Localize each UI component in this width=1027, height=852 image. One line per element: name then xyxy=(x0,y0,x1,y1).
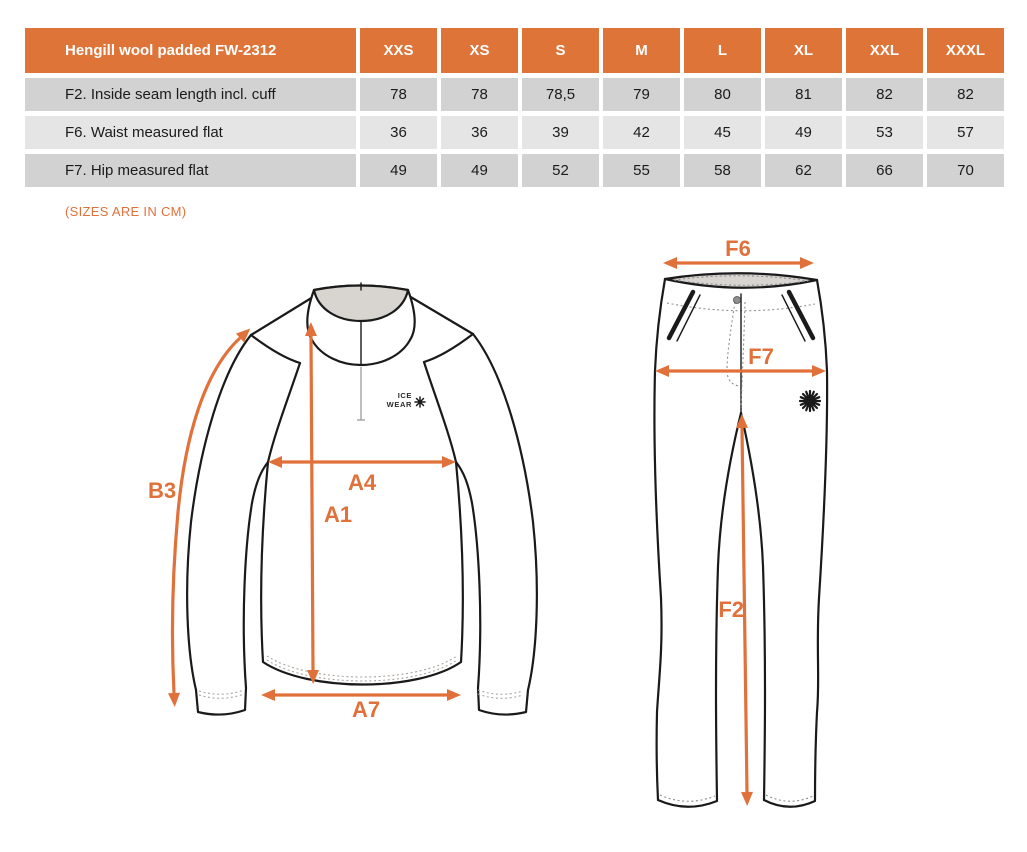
a1-label: A1 xyxy=(324,502,353,527)
size-col-xxl: XXL xyxy=(846,28,923,73)
units-note: (SIZES ARE IN CM) xyxy=(65,204,187,219)
cell: 55 xyxy=(603,154,680,187)
waist-button xyxy=(734,297,741,304)
cell: 57 xyxy=(927,116,1004,149)
left-raglan-seam xyxy=(268,363,300,462)
cell: 78,5 xyxy=(522,78,599,111)
left-cuff-stitch xyxy=(199,694,244,698)
sweater-right-sleeve xyxy=(456,334,537,715)
f6-label: F6 xyxy=(725,236,751,261)
cell: 82 xyxy=(846,78,923,111)
product-name: Hengill wool padded FW-2312 xyxy=(25,28,356,73)
logo-snowflake-icon xyxy=(415,397,425,407)
logo-line2: WEAR xyxy=(386,400,412,409)
f7-label: F7 xyxy=(748,344,774,369)
cell: 70 xyxy=(927,154,1004,187)
size-col-xs: XS xyxy=(441,28,518,73)
logo-line1: ICE xyxy=(397,391,412,400)
cell: 39 xyxy=(522,116,599,149)
size-col-s: S xyxy=(522,28,599,73)
cell: 66 xyxy=(846,154,923,187)
left-shoulder-seam xyxy=(251,297,313,335)
cell: 58 xyxy=(684,154,761,187)
b3-label: B3 xyxy=(147,478,177,503)
size-col-m: M xyxy=(603,28,680,73)
right-raglan-seam xyxy=(424,362,456,462)
sweater-diagram xyxy=(148,283,537,722)
size-col-xl: XL xyxy=(765,28,842,73)
right-shoulder-seam xyxy=(409,296,473,334)
row-label: F6. Waist measured flat xyxy=(25,116,356,149)
size-col-xxxl: XXXL xyxy=(927,28,1004,73)
cell: 81 xyxy=(765,78,842,111)
pants-right-outer-seam xyxy=(815,280,827,800)
f2-label: F2 xyxy=(718,597,744,622)
cell: 49 xyxy=(765,116,842,149)
fly-stitch xyxy=(727,302,739,386)
a4-label: A4 xyxy=(347,470,377,495)
right-leg-hem-stitch xyxy=(766,795,813,801)
cell: 49 xyxy=(360,154,437,187)
cell: 36 xyxy=(360,116,437,149)
cell: 52 xyxy=(522,154,599,187)
pants-snowflake-icon xyxy=(800,391,820,411)
cell: 45 xyxy=(684,116,761,149)
waist-opening xyxy=(665,273,817,288)
size-col-xxs: XXS xyxy=(360,28,437,73)
cell: 80 xyxy=(684,78,761,111)
cell: 53 xyxy=(846,116,923,149)
icewear-logo xyxy=(387,391,425,409)
size-col-l: L xyxy=(684,28,761,73)
right-cuff-stitch xyxy=(478,694,523,698)
cell: 79 xyxy=(603,78,680,111)
cell: 42 xyxy=(603,116,680,149)
pants-diagram xyxy=(654,236,827,807)
sweater-left-sleeve xyxy=(187,335,268,715)
right-yoke-seam xyxy=(424,334,473,362)
left-cuff-stitch xyxy=(199,690,244,694)
pants-left-outer-seam xyxy=(654,279,665,800)
sweater-hem-stitch xyxy=(267,656,457,677)
cell: 62 xyxy=(765,154,842,187)
row-label: F7. Hip measured flat xyxy=(25,154,356,187)
a1-arrow xyxy=(311,336,313,670)
cell: 78 xyxy=(441,78,518,111)
left-leg-hem-stitch xyxy=(660,795,715,801)
cell: 36 xyxy=(441,116,518,149)
left-yoke-seam xyxy=(251,335,300,363)
right-cuff-stitch xyxy=(478,690,523,694)
a7-label: A7 xyxy=(351,697,381,722)
cell: 82 xyxy=(927,78,1004,111)
sweater-hem-stitch xyxy=(267,660,457,681)
row-label: F2. Inside seam length incl. cuff xyxy=(25,78,356,111)
cell: 49 xyxy=(441,154,518,187)
b3-arrow xyxy=(172,338,240,693)
cell: 78 xyxy=(360,78,437,111)
sweater-body-outline xyxy=(261,462,463,685)
